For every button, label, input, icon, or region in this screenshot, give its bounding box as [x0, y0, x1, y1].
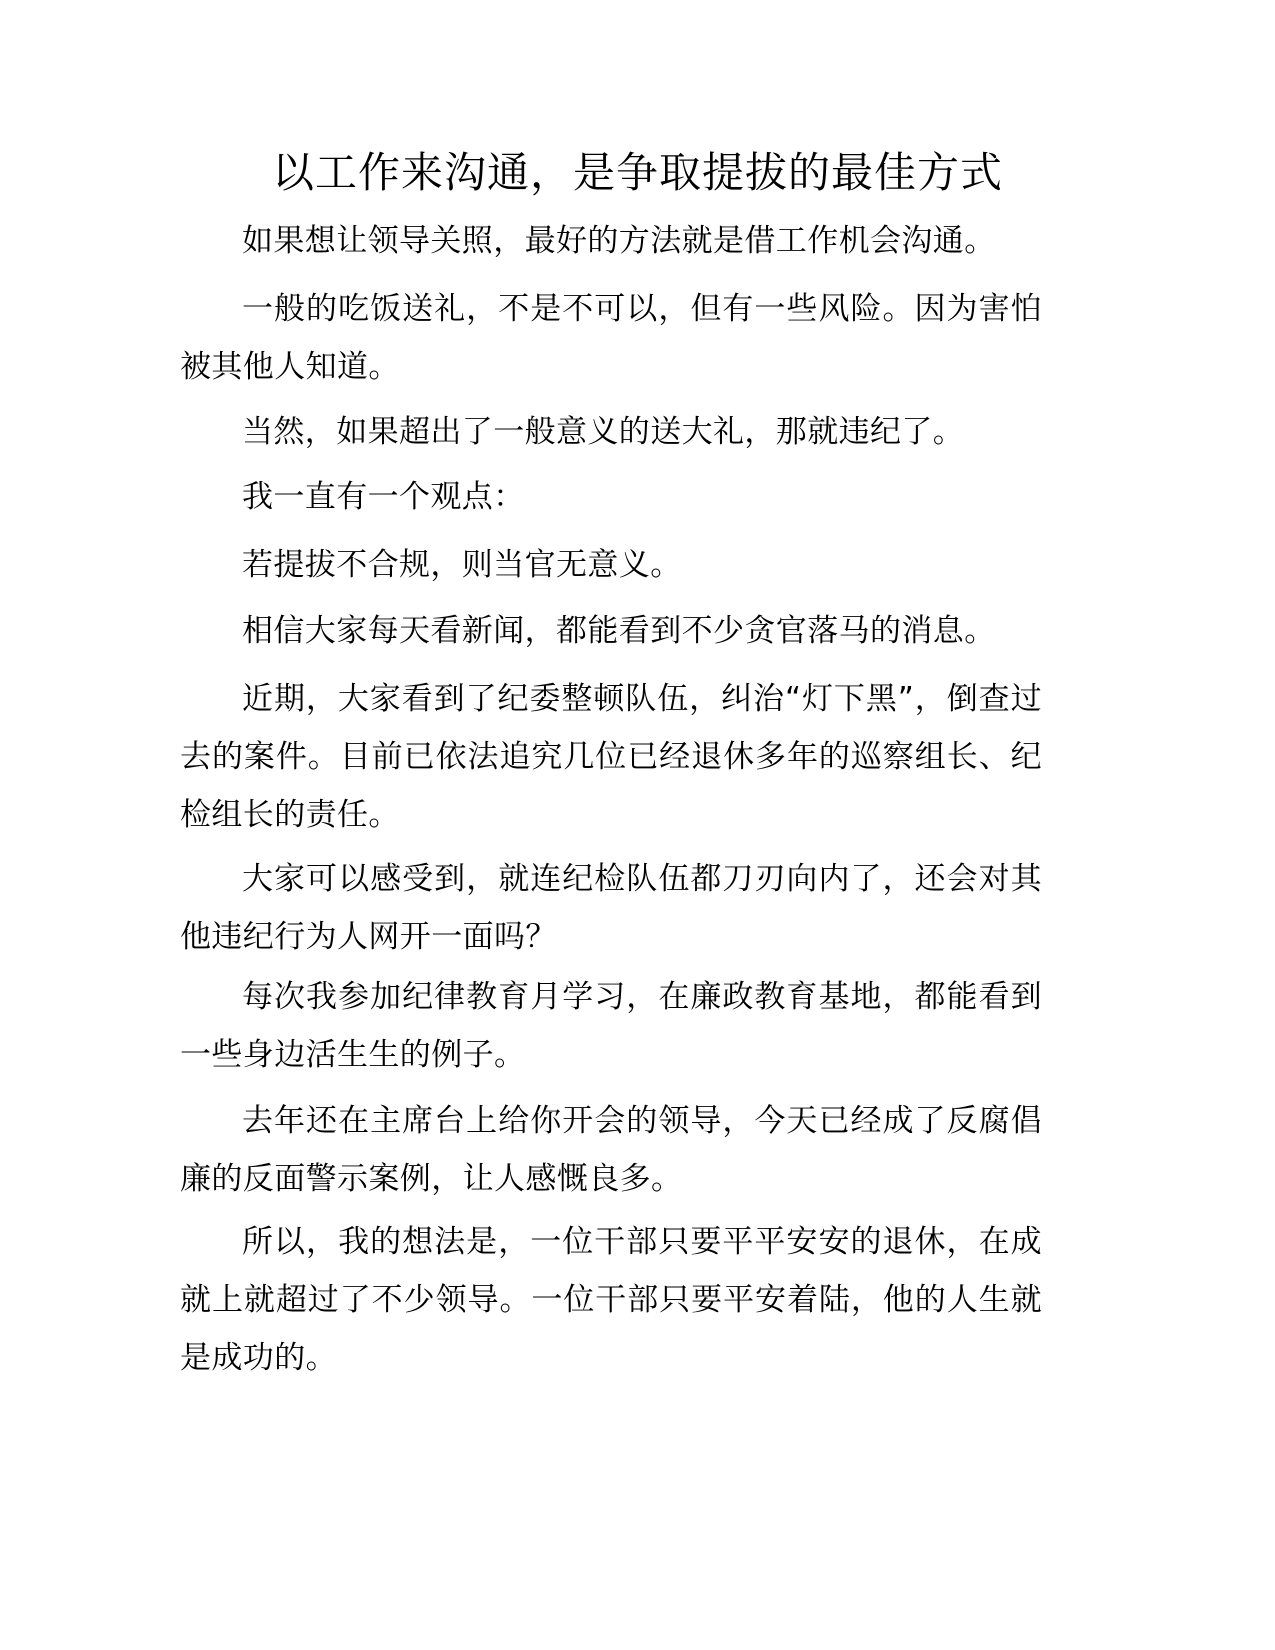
paragraph-5: 若提拔不合规，则当官无意义。	[242, 547, 682, 583]
paragraph-3: 当然，如果超出了一般意义的送大礼，那就违纪了。	[242, 414, 965, 450]
paragraph-1: 如果想让领导关照，最好的方法就是借工作机会沟通。	[242, 223, 996, 259]
paragraph-10: 去年还在主席台上给你开会的领导，今天已经成了反腐倡廉的反面警示案例，让人感慨良多。	[180, 1103, 1042, 1197]
paragraph-2: 一般的吃饭送礼，不是不可以，但有一些风险。因为害怕被其他人知道。	[180, 291, 1042, 385]
paragraph-11: 所以，我的想法是，一位干部只要平平安安的退休，在成就上就超过了不少领导。一位干部只要平安着陆，他的人生就是成功的。	[180, 1224, 1042, 1376]
paragraph-7: 近期，大家看到了纪委整顿队伍，纠治“灯下黑”，倒查过去的案件。目前已依法追究几位已经退休多年的巡察组长、纪检组长的责任。	[180, 681, 1042, 833]
document-title: 以工作来沟通，是争取提拔的最佳方式	[271, 148, 1003, 197]
paragraph-6: 相信大家每天看新闻，都能看到不少贪官落马的消息。	[242, 613, 996, 649]
paragraph-4: 我一直有一个观点：	[242, 479, 525, 515]
paragraph-9: 每次我参加纪律教育月学习，在廉政教育基地，都能看到一些身边活生生的例子。	[180, 979, 1042, 1073]
paragraph-8: 大家可以感受到，就连纪检队伍都刀刃向内了，还会对其他违纪行为人网开一面吗？	[180, 861, 1042, 955]
